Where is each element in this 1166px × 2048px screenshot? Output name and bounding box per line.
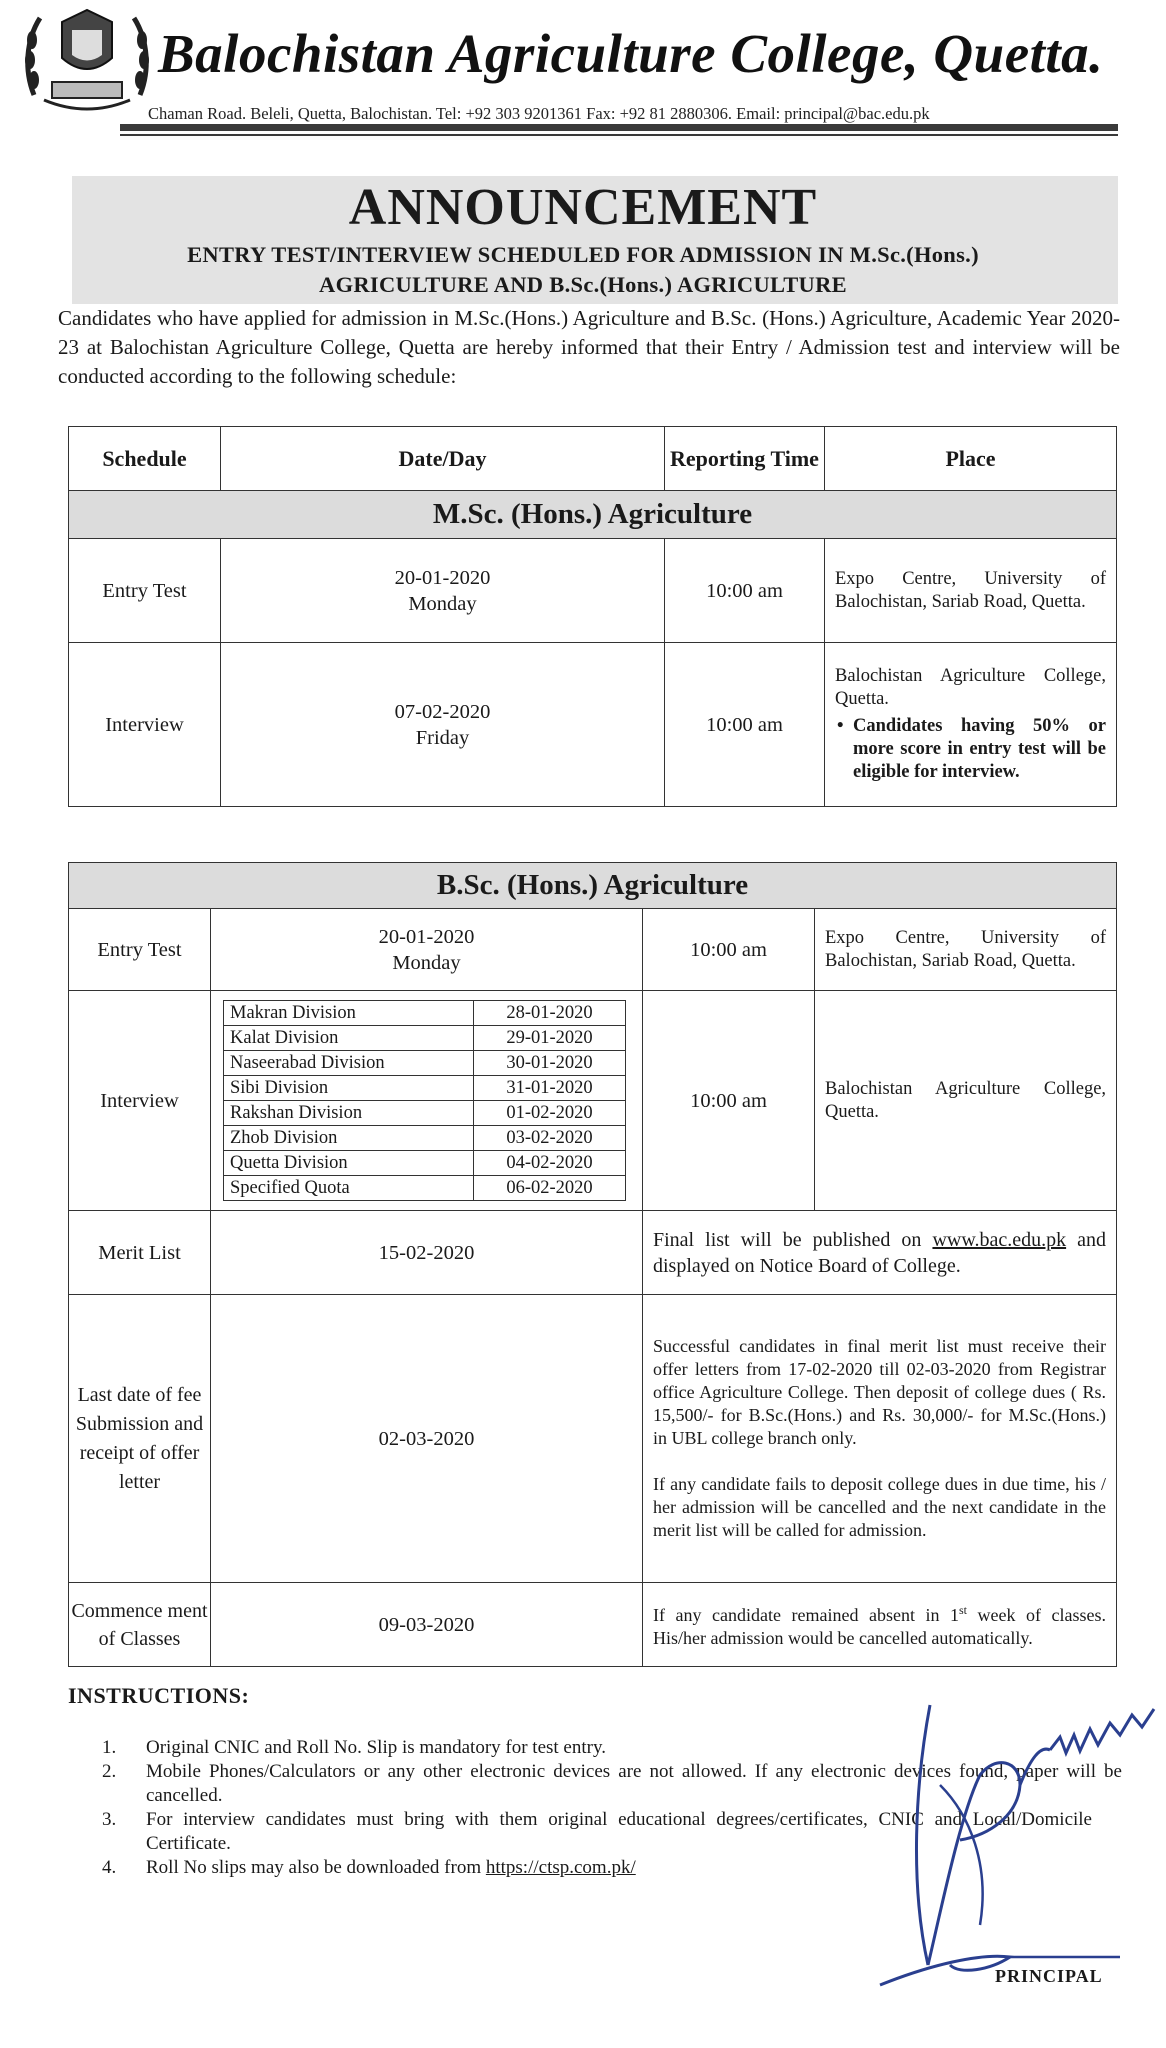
- header-rule-thin: [120, 134, 1118, 136]
- date-cell: 02-03-2020: [211, 1295, 643, 1583]
- time-cell: 10:00 am: [643, 991, 815, 1211]
- date-cell: [211, 909, 643, 991]
- date-cell: [221, 643, 665, 807]
- merit-info-text: and displayed on Notice Board of College.: [653, 1228, 1107, 1277]
- time-cell: 10:00 am: [665, 539, 825, 643]
- instructions-heading: INSTRUCTIONS:: [68, 1683, 250, 1708]
- college-crest-icon: [22, 0, 152, 120]
- section-band: [69, 491, 1117, 539]
- division-name: Sibi Division: [224, 1076, 474, 1101]
- classes-info-cell: [643, 1583, 1117, 1667]
- table-row: [69, 1211, 1117, 1295]
- header-rule: [120, 124, 1118, 131]
- ctsp-link[interactable]: https://ctsp.com.pk/: [485, 1857, 636, 1878]
- merit-info-text: Final list will be published on: [653, 1228, 933, 1251]
- header-place: Place: [825, 427, 1117, 491]
- division-name: Kalat Division: [224, 1026, 474, 1051]
- msc-section-title: M.Sc. (Hons.) Agriculture: [69, 491, 1117, 539]
- date-value: 20-01-2020: [378, 925, 475, 948]
- division-date: 28-01-2020: [474, 1001, 626, 1026]
- intro-paragraph: Candidates who have applied for admission in M.Sc.(Hons.) Agriculture and B.Sc. (Hons.) Agriculture, Academic Year 2020-23 at Balochistan Agriculture College, Quetta are hereby informed that their Entry / Admission test and interview will be conducted according to the following schedule:: [58, 306, 1120, 388]
- announcement-title: ANNOUNCEMENT: [348, 179, 818, 236]
- schedule-cell: Commence ment of Classes: [69, 1583, 211, 1667]
- date-value: 20-01-2020: [394, 566, 491, 589]
- division-row: [224, 1076, 626, 1101]
- division-date: 03-02-2020: [474, 1126, 626, 1151]
- day-value: Monday: [392, 951, 461, 974]
- division-row: [224, 1001, 626, 1026]
- time-cell: 10:00 am: [643, 909, 815, 991]
- place-cell: Expo Centre, University of Balochistan, Sariab Road, Quetta.: [815, 909, 1117, 991]
- instruction-number: 4.: [102, 1857, 117, 1878]
- division-row: [224, 1151, 626, 1176]
- table-row: [69, 991, 1117, 1211]
- day-value: Monday: [408, 592, 477, 615]
- date-cell: 09-03-2020: [211, 1583, 643, 1667]
- website-link[interactable]: www.bac.edu.pk: [932, 1228, 1067, 1251]
- table-row: [69, 1583, 1117, 1667]
- place-cell: Balochistan Agriculture College, Quetta.: [815, 991, 1117, 1211]
- division-name: Rakshan Division: [224, 1101, 474, 1126]
- header-time: Reporting Time: [665, 427, 825, 491]
- schedule-table-msc: [68, 426, 1117, 807]
- division-date: 31-01-2020: [474, 1076, 626, 1101]
- division-row: [224, 1126, 626, 1151]
- bsc-section-title: B.Sc. (Hons.) Agriculture: [69, 863, 1117, 909]
- date-cell: [221, 539, 665, 643]
- schedule-cell: Interview: [69, 991, 211, 1211]
- eligibility-note: • Candidates having 50% or more score in entry test will be eligible for interview.: [835, 715, 1106, 784]
- division-date: 06-02-2020: [474, 1176, 626, 1201]
- division-name: Naseerabad Division: [224, 1051, 474, 1076]
- instruction-text-part: Roll No slips may also be downloaded from: [146, 1857, 486, 1878]
- announcement-subtitle: ENTRY TEST/INTERVIEW SCHEDULED FOR ADMISSION IN M.Sc.(Hons.): [187, 242, 979, 267]
- merit-info-cell: [643, 1211, 1117, 1295]
- date-value: 07-02-2020: [394, 700, 491, 723]
- fee-info-paragraph: Successful candidates in final merit list must receive their offer letters from 17-02-2020 till 02-03-2020 from Registrar office Agriculture College. Then deposit of college dues ( Rs. 15,500/- for B.Sc.(Hons.) and Rs. 30,000/- for M.Sc.(Hons.) in UBL college branch only.: [653, 1336, 1107, 1448]
- college-name: Balochistan Agriculture College, Quetta.: [158, 23, 1104, 84]
- division-row: [224, 1101, 626, 1126]
- principal-title: PRINCIPAL: [995, 1966, 1103, 1986]
- instruction-text: For interview candidates must bring with them original educational degrees/certificates, CNIC and Local/Domicile Certificate.: [146, 1809, 1092, 1854]
- table-header-row: [69, 427, 1117, 491]
- header-schedule: Schedule: [69, 427, 221, 491]
- announcement-subtitle: AGRICULTURE AND B.Sc.(Hons.) AGRICULTURE: [319, 272, 847, 297]
- schedule-cell: Entry Test: [69, 909, 211, 991]
- division-row: [224, 1026, 626, 1051]
- division-row: [224, 1051, 626, 1076]
- schedule-cell: Last date of fee Submission and receipt of offer letter: [69, 1295, 211, 1583]
- fee-info-paragraph: If any candidate fails to deposit college dues in due time, his / her admission will be cancelled and the next candidate in the merit list will be called for admission.: [653, 1474, 1107, 1540]
- division-name: Quetta Division: [224, 1151, 474, 1176]
- instruction-number: 2.: [102, 1761, 117, 1782]
- division-name: Zhob Division: [224, 1126, 474, 1151]
- section-band: [69, 863, 1117, 909]
- fee-info-cell: [643, 1295, 1117, 1583]
- instruction-text: Mobile Phones/Calculators or any other electronic devices are not allowed. If any electronic devices found, paper will be cancelled.: [146, 1761, 1122, 1806]
- table-row: [69, 643, 1117, 807]
- place-cell: [825, 643, 1117, 807]
- day-value: Friday: [415, 726, 470, 749]
- ordinal-suffix: st: [959, 1603, 968, 1617]
- division-date: 29-01-2020: [474, 1026, 626, 1051]
- schedule-cell: Entry Test: [69, 539, 221, 643]
- division-table: [223, 1000, 626, 1201]
- division-date: 01-02-2020: [474, 1101, 626, 1126]
- table-row: [69, 1295, 1117, 1583]
- division-date: 30-01-2020: [474, 1051, 626, 1076]
- schedule-cell: Merit List: [69, 1211, 211, 1295]
- contact-line: Chaman Road. Beleli, Quetta, Balochistan. Tel: +92 303 9201361 Fax: +92 81 2880306. Email: principal@bac.edu.pk: [148, 104, 930, 123]
- schedule-table-bsc: [68, 862, 1117, 1667]
- division-dates-cell: [211, 991, 643, 1211]
- place-text: Balochistan Agriculture College, Quetta.: [835, 666, 1106, 709]
- classes-info-text: week of classes. His/her admission would be cancelled automatically.: [653, 1605, 1107, 1648]
- division-row: [224, 1176, 626, 1201]
- division-name: Specified Quota: [224, 1176, 474, 1201]
- signature-image: [870, 1665, 1160, 1995]
- place-cell: Expo Centre, University of Balochistan, Sariab Road, Quetta.: [825, 539, 1117, 643]
- division-date: 04-02-2020: [474, 1151, 626, 1176]
- header-date: Date/Day: [221, 427, 665, 491]
- instruction-text: Original CNIC and Roll No. Slip is mandatory for test entry.: [146, 1737, 606, 1758]
- schedule-cell: Interview: [69, 643, 221, 807]
- classes-info-text: If any candidate remained absent in 1: [653, 1605, 959, 1625]
- instruction-number: 3.: [102, 1809, 117, 1830]
- date-cell: 15-02-2020: [211, 1211, 643, 1295]
- division-name: Makran Division: [224, 1001, 474, 1026]
- time-cell: 10:00 am: [665, 643, 825, 807]
- table-row: [69, 539, 1117, 643]
- instruction-number: 1.: [102, 1737, 117, 1758]
- table-row: [69, 909, 1117, 991]
